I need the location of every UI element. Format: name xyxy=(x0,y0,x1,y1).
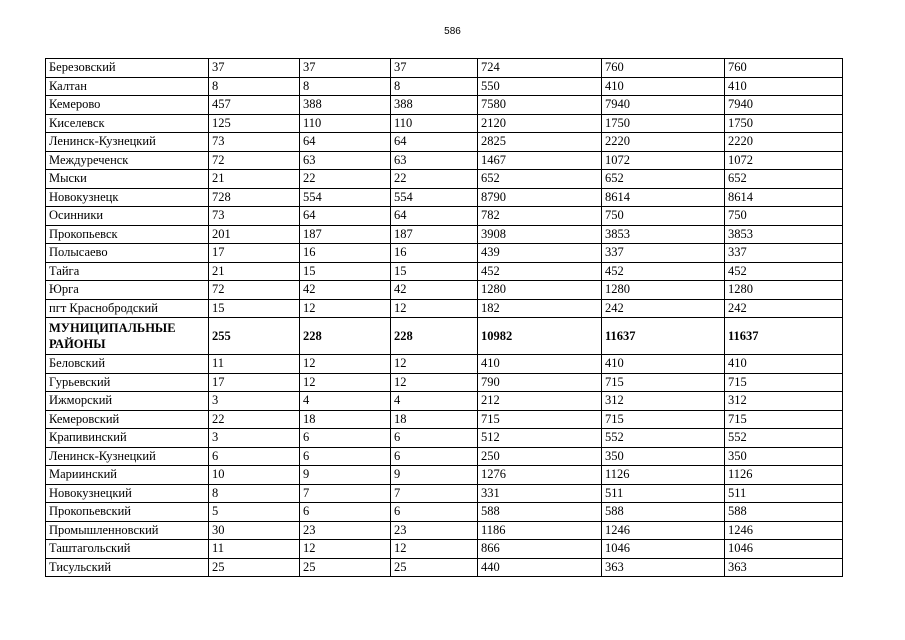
value-cell: 554 xyxy=(300,188,391,207)
value-cell: 457 xyxy=(209,96,300,115)
value-cell: 552 xyxy=(725,429,843,448)
value-cell: 15 xyxy=(300,262,391,281)
value-cell: 7580 xyxy=(478,96,602,115)
value-cell: 715 xyxy=(602,373,725,392)
value-cell: 1246 xyxy=(725,521,843,540)
value-cell: 17 xyxy=(209,373,300,392)
row-name-cell: Тисульский xyxy=(46,558,209,577)
table-row xyxy=(46,392,843,411)
value-cell: 42 xyxy=(391,281,478,300)
value-cell: 12 xyxy=(391,299,478,318)
value-cell: 242 xyxy=(725,299,843,318)
row-name-cell: Кемерово xyxy=(46,96,209,115)
value-cell: 1046 xyxy=(602,540,725,559)
row-name-cell: Междуреченск xyxy=(46,151,209,170)
value-cell: 8614 xyxy=(725,188,843,207)
value-cell: 21 xyxy=(209,262,300,281)
value-cell: 15 xyxy=(391,262,478,281)
row-name-cell: Юрга xyxy=(46,281,209,300)
value-cell: 511 xyxy=(725,484,843,503)
table-row xyxy=(46,373,843,392)
row-name-cell: Новокузнецкий xyxy=(46,484,209,503)
value-cell: 439 xyxy=(478,244,602,263)
row-name-cell: МУНИЦИПАЛЬНЫЕ РАЙОНЫ xyxy=(46,318,209,355)
value-cell: 715 xyxy=(725,410,843,429)
value-cell: 337 xyxy=(602,244,725,263)
table-row xyxy=(46,170,843,189)
value-cell: 3 xyxy=(209,429,300,448)
value-cell: 37 xyxy=(391,59,478,78)
table-row xyxy=(46,77,843,96)
value-cell: 228 xyxy=(300,318,391,355)
value-cell: 12 xyxy=(300,373,391,392)
table-row xyxy=(46,281,843,300)
value-cell: 1276 xyxy=(478,466,602,485)
table-row xyxy=(46,540,843,559)
row-name-cell: Мыски xyxy=(46,170,209,189)
value-cell: 7 xyxy=(300,484,391,503)
row-name-cell: Березовский xyxy=(46,59,209,78)
value-cell: 25 xyxy=(391,558,478,577)
row-name-cell: Мариинский xyxy=(46,466,209,485)
value-cell: 363 xyxy=(725,558,843,577)
value-cell: 3908 xyxy=(478,225,602,244)
value-cell: 511 xyxy=(602,484,725,503)
value-cell: 6 xyxy=(300,447,391,466)
value-cell: 3853 xyxy=(725,225,843,244)
value-cell: 1126 xyxy=(725,466,843,485)
value-cell: 16 xyxy=(391,244,478,263)
table-row xyxy=(46,151,843,170)
value-cell: 452 xyxy=(725,262,843,281)
value-cell: 11637 xyxy=(725,318,843,355)
value-cell: 715 xyxy=(725,373,843,392)
value-cell: 37 xyxy=(300,59,391,78)
value-cell: 8 xyxy=(300,77,391,96)
value-cell: 64 xyxy=(391,207,478,226)
value-cell: 312 xyxy=(725,392,843,411)
table-body xyxy=(46,59,843,577)
value-cell: 15 xyxy=(209,299,300,318)
value-cell: 6 xyxy=(391,503,478,522)
value-cell: 11 xyxy=(209,540,300,559)
row-name-cell: Прокопьевск xyxy=(46,225,209,244)
value-cell: 73 xyxy=(209,207,300,226)
value-cell: 18 xyxy=(391,410,478,429)
value-cell: 388 xyxy=(300,96,391,115)
table-row xyxy=(46,503,843,522)
table-row xyxy=(46,59,843,78)
value-cell: 3 xyxy=(209,392,300,411)
value-cell: 37 xyxy=(209,59,300,78)
value-cell: 790 xyxy=(478,373,602,392)
value-cell: 242 xyxy=(602,299,725,318)
value-cell: 652 xyxy=(602,170,725,189)
value-cell: 72 xyxy=(209,281,300,300)
table-row xyxy=(46,188,843,207)
value-cell: 1467 xyxy=(478,151,602,170)
value-cell: 866 xyxy=(478,540,602,559)
value-cell: 2220 xyxy=(602,133,725,152)
table-row xyxy=(46,262,843,281)
value-cell: 125 xyxy=(209,114,300,133)
value-cell: 255 xyxy=(209,318,300,355)
row-name-cell: Беловский xyxy=(46,355,209,374)
value-cell: 4 xyxy=(391,392,478,411)
value-cell: 1750 xyxy=(602,114,725,133)
value-cell: 715 xyxy=(478,410,602,429)
value-cell: 12 xyxy=(391,355,478,374)
value-cell: 554 xyxy=(391,188,478,207)
value-cell: 23 xyxy=(300,521,391,540)
value-cell: 724 xyxy=(478,59,602,78)
value-cell: 7940 xyxy=(725,96,843,115)
row-name-cell: Таштагольский xyxy=(46,540,209,559)
row-name-cell: Ленинск-Кузнецкий xyxy=(46,447,209,466)
value-cell: 30 xyxy=(209,521,300,540)
value-cell: 2825 xyxy=(478,133,602,152)
value-cell: 250 xyxy=(478,447,602,466)
value-cell: 7 xyxy=(391,484,478,503)
value-cell: 410 xyxy=(725,355,843,374)
value-cell: 6 xyxy=(300,429,391,448)
value-cell: 21 xyxy=(209,170,300,189)
data-table xyxy=(45,58,843,577)
value-cell: 12 xyxy=(300,299,391,318)
value-cell: 187 xyxy=(300,225,391,244)
row-name-cell: Прокопьевский xyxy=(46,503,209,522)
table-row xyxy=(46,96,843,115)
row-name-cell: Тайга xyxy=(46,262,209,281)
value-cell: 588 xyxy=(725,503,843,522)
table-row xyxy=(46,558,843,577)
row-name-cell: Полысаево xyxy=(46,244,209,263)
value-cell: 1750 xyxy=(725,114,843,133)
value-cell: 588 xyxy=(478,503,602,522)
value-cell: 64 xyxy=(300,133,391,152)
value-cell: 760 xyxy=(725,59,843,78)
table-row xyxy=(46,207,843,226)
value-cell: 10 xyxy=(209,466,300,485)
value-cell: 410 xyxy=(725,77,843,96)
row-name-cell: Ленинск-Кузнецкий xyxy=(46,133,209,152)
value-cell: 388 xyxy=(391,96,478,115)
value-cell: 8 xyxy=(391,77,478,96)
value-cell: 2120 xyxy=(478,114,602,133)
value-cell: 1280 xyxy=(725,281,843,300)
value-cell: 17 xyxy=(209,244,300,263)
value-cell: 782 xyxy=(478,207,602,226)
value-cell: 8 xyxy=(209,77,300,96)
value-cell: 652 xyxy=(478,170,602,189)
table-row xyxy=(46,299,843,318)
value-cell: 63 xyxy=(391,151,478,170)
value-cell: 1280 xyxy=(478,281,602,300)
value-cell: 73 xyxy=(209,133,300,152)
value-cell: 11 xyxy=(209,355,300,374)
value-cell: 760 xyxy=(602,59,725,78)
value-cell: 11637 xyxy=(602,318,725,355)
row-name-cell: пгт Краснобродский xyxy=(46,299,209,318)
value-cell: 750 xyxy=(725,207,843,226)
value-cell: 110 xyxy=(300,114,391,133)
value-cell: 187 xyxy=(391,225,478,244)
table-row xyxy=(46,225,843,244)
value-cell: 350 xyxy=(725,447,843,466)
value-cell: 6 xyxy=(391,429,478,448)
value-cell: 452 xyxy=(478,262,602,281)
row-name-cell: Осинники xyxy=(46,207,209,226)
value-cell: 212 xyxy=(478,392,602,411)
value-cell: 6 xyxy=(300,503,391,522)
value-cell: 4 xyxy=(300,392,391,411)
value-cell: 12 xyxy=(391,373,478,392)
value-cell: 5 xyxy=(209,503,300,522)
row-name-cell: Гурьевский xyxy=(46,373,209,392)
value-cell: 64 xyxy=(391,133,478,152)
value-cell: 8 xyxy=(209,484,300,503)
value-cell: 440 xyxy=(478,558,602,577)
row-name-cell: Ижморский xyxy=(46,392,209,411)
table-row xyxy=(46,484,843,503)
value-cell: 452 xyxy=(602,262,725,281)
value-cell: 7940 xyxy=(602,96,725,115)
value-cell: 312 xyxy=(602,392,725,411)
page-number: 586 xyxy=(444,26,461,37)
value-cell: 12 xyxy=(300,355,391,374)
value-cell: 25 xyxy=(300,558,391,577)
value-cell: 18 xyxy=(300,410,391,429)
value-cell: 350 xyxy=(602,447,725,466)
value-cell: 64 xyxy=(300,207,391,226)
value-cell: 1126 xyxy=(602,466,725,485)
value-cell: 715 xyxy=(602,410,725,429)
row-name-cell: Новокузнецк xyxy=(46,188,209,207)
value-cell: 550 xyxy=(478,77,602,96)
table-row xyxy=(46,447,843,466)
value-cell: 201 xyxy=(209,225,300,244)
row-name-cell: Крапивинский xyxy=(46,429,209,448)
value-cell: 728 xyxy=(209,188,300,207)
value-cell: 10982 xyxy=(478,318,602,355)
value-cell: 12 xyxy=(300,540,391,559)
table-row xyxy=(46,114,843,133)
value-cell: 228 xyxy=(391,318,478,355)
value-cell: 652 xyxy=(725,170,843,189)
value-cell: 1072 xyxy=(602,151,725,170)
value-cell: 6 xyxy=(391,447,478,466)
value-cell: 337 xyxy=(725,244,843,263)
value-cell: 22 xyxy=(209,410,300,429)
value-cell: 512 xyxy=(478,429,602,448)
value-cell: 8614 xyxy=(602,188,725,207)
table-row xyxy=(46,410,843,429)
value-cell: 25 xyxy=(209,558,300,577)
value-cell: 552 xyxy=(602,429,725,448)
value-cell: 331 xyxy=(478,484,602,503)
table-row xyxy=(46,466,843,485)
value-cell: 9 xyxy=(300,466,391,485)
table-row xyxy=(46,133,843,152)
row-name-cell: Кемеровский xyxy=(46,410,209,429)
value-cell: 363 xyxy=(602,558,725,577)
table-row xyxy=(46,521,843,540)
value-cell: 42 xyxy=(300,281,391,300)
table-row xyxy=(46,244,843,263)
value-cell: 182 xyxy=(478,299,602,318)
row-name-cell: Промышленновский xyxy=(46,521,209,540)
value-cell: 1046 xyxy=(725,540,843,559)
value-cell: 750 xyxy=(602,207,725,226)
value-cell: 6 xyxy=(209,447,300,466)
row-name-cell: Калтан xyxy=(46,77,209,96)
value-cell: 1072 xyxy=(725,151,843,170)
value-cell: 63 xyxy=(300,151,391,170)
value-cell: 8790 xyxy=(478,188,602,207)
value-cell: 1186 xyxy=(478,521,602,540)
value-cell: 410 xyxy=(478,355,602,374)
row-name-cell: Киселевск xyxy=(46,114,209,133)
value-cell: 110 xyxy=(391,114,478,133)
value-cell: 410 xyxy=(602,77,725,96)
value-cell: 22 xyxy=(391,170,478,189)
value-cell: 12 xyxy=(391,540,478,559)
value-cell: 23 xyxy=(391,521,478,540)
value-cell: 410 xyxy=(602,355,725,374)
value-cell: 16 xyxy=(300,244,391,263)
value-cell: 1246 xyxy=(602,521,725,540)
table-row xyxy=(46,318,843,355)
value-cell: 588 xyxy=(602,503,725,522)
value-cell: 3853 xyxy=(602,225,725,244)
value-cell: 2220 xyxy=(725,133,843,152)
table-row xyxy=(46,429,843,448)
value-cell: 22 xyxy=(300,170,391,189)
table-row xyxy=(46,355,843,374)
value-cell: 9 xyxy=(391,466,478,485)
value-cell: 72 xyxy=(209,151,300,170)
value-cell: 1280 xyxy=(602,281,725,300)
